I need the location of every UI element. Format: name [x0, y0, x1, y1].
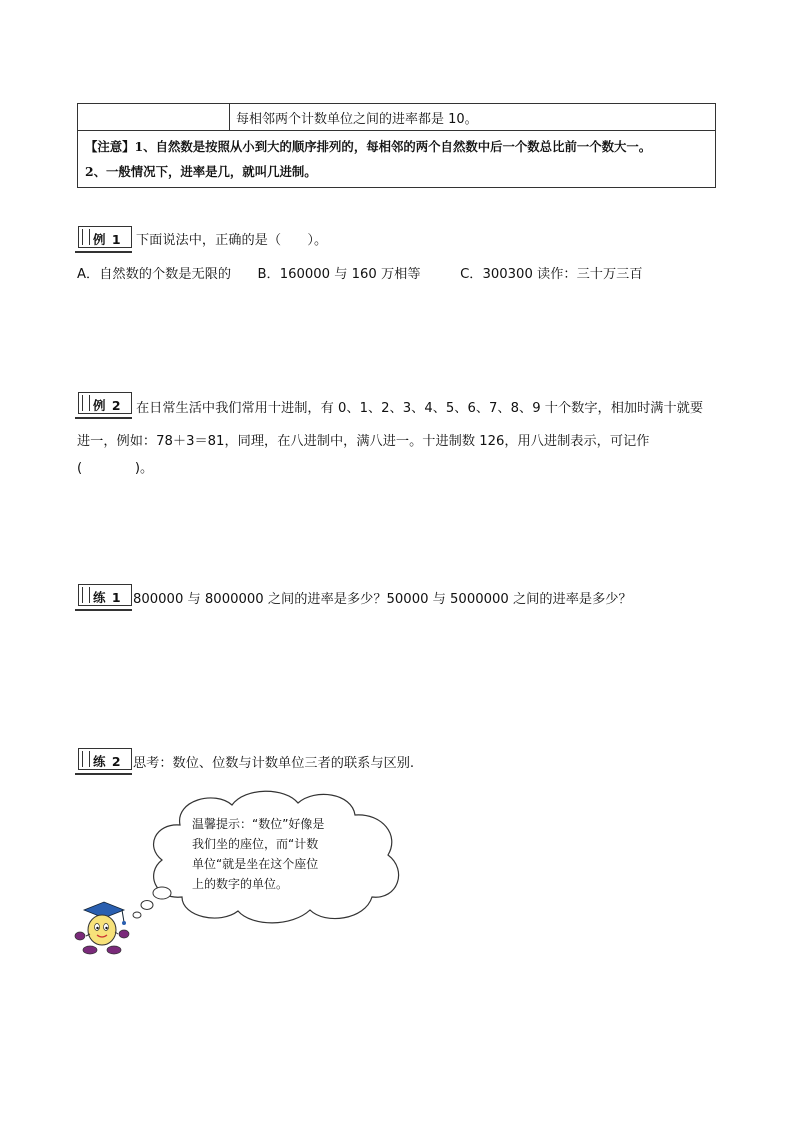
mascot-icon [72, 898, 130, 956]
note-line-1: 【注意】1、自然数是按照从小到大的顺序排列的，每相邻的两个自然数中后一个数总比前一个数大一。 [85, 139, 652, 154]
practice-2-tag [78, 748, 132, 770]
example-2-line-2: 进一，例如：78＋3＝81，同理，在八进制中，满八进一。十进制数 126，用八进制表示，可记作 [77, 434, 650, 449]
example-1-options: A．自然数的个数是无限的 B．160000 与 160 万相等 C．300300 读作：三十万三百 [77, 267, 643, 282]
example-2-line-1: 在日常生活中我们常用十进制，有 0、1、2、3、4、5、6、7、8、9 十个数字，相加时满十就要 [136, 401, 704, 416]
practice-2-question: 思考：数位、位数与计数单位三者的联系与区别. [133, 756, 415, 771]
table-cell-empty [78, 104, 230, 130]
practice-1-tag [78, 584, 132, 606]
hint-line-2: 我们坐的座位，而“计数 [192, 837, 319, 851]
table-cell-text: 每相邻两个计数单位之间的进率都是 10。 [236, 112, 478, 127]
note-line-2: 2、一般情况下，进率是几，就叫几进制。 [85, 164, 317, 179]
example-1-question: 下面说法中，正确的是（ ）。 [136, 233, 328, 248]
table-row [78, 104, 715, 131]
hint-line-1: 温馨提示：“数位”好像是 [192, 817, 325, 831]
hint-line-3: 单位“就是坐在这个座位 [192, 857, 319, 871]
example-1-tag [78, 226, 132, 248]
note-table [77, 103, 716, 188]
example-1-tag-label: 例 1 [93, 232, 122, 247]
hint-line-4: 上的数字的单位。 [192, 877, 289, 891]
example-2-line-3: ( )。 [77, 461, 154, 476]
example-2-tag-label: 例 2 [93, 398, 122, 413]
practice-2-tag-label: 练 2 [93, 754, 122, 769]
example-2-tag [78, 392, 132, 414]
practice-1-question: 800000 与 8000000 之间的进率是多少？50000 与 5000000 之间的进率是多少？ [133, 592, 632, 607]
practice-1-tag-label: 练 1 [93, 590, 122, 605]
